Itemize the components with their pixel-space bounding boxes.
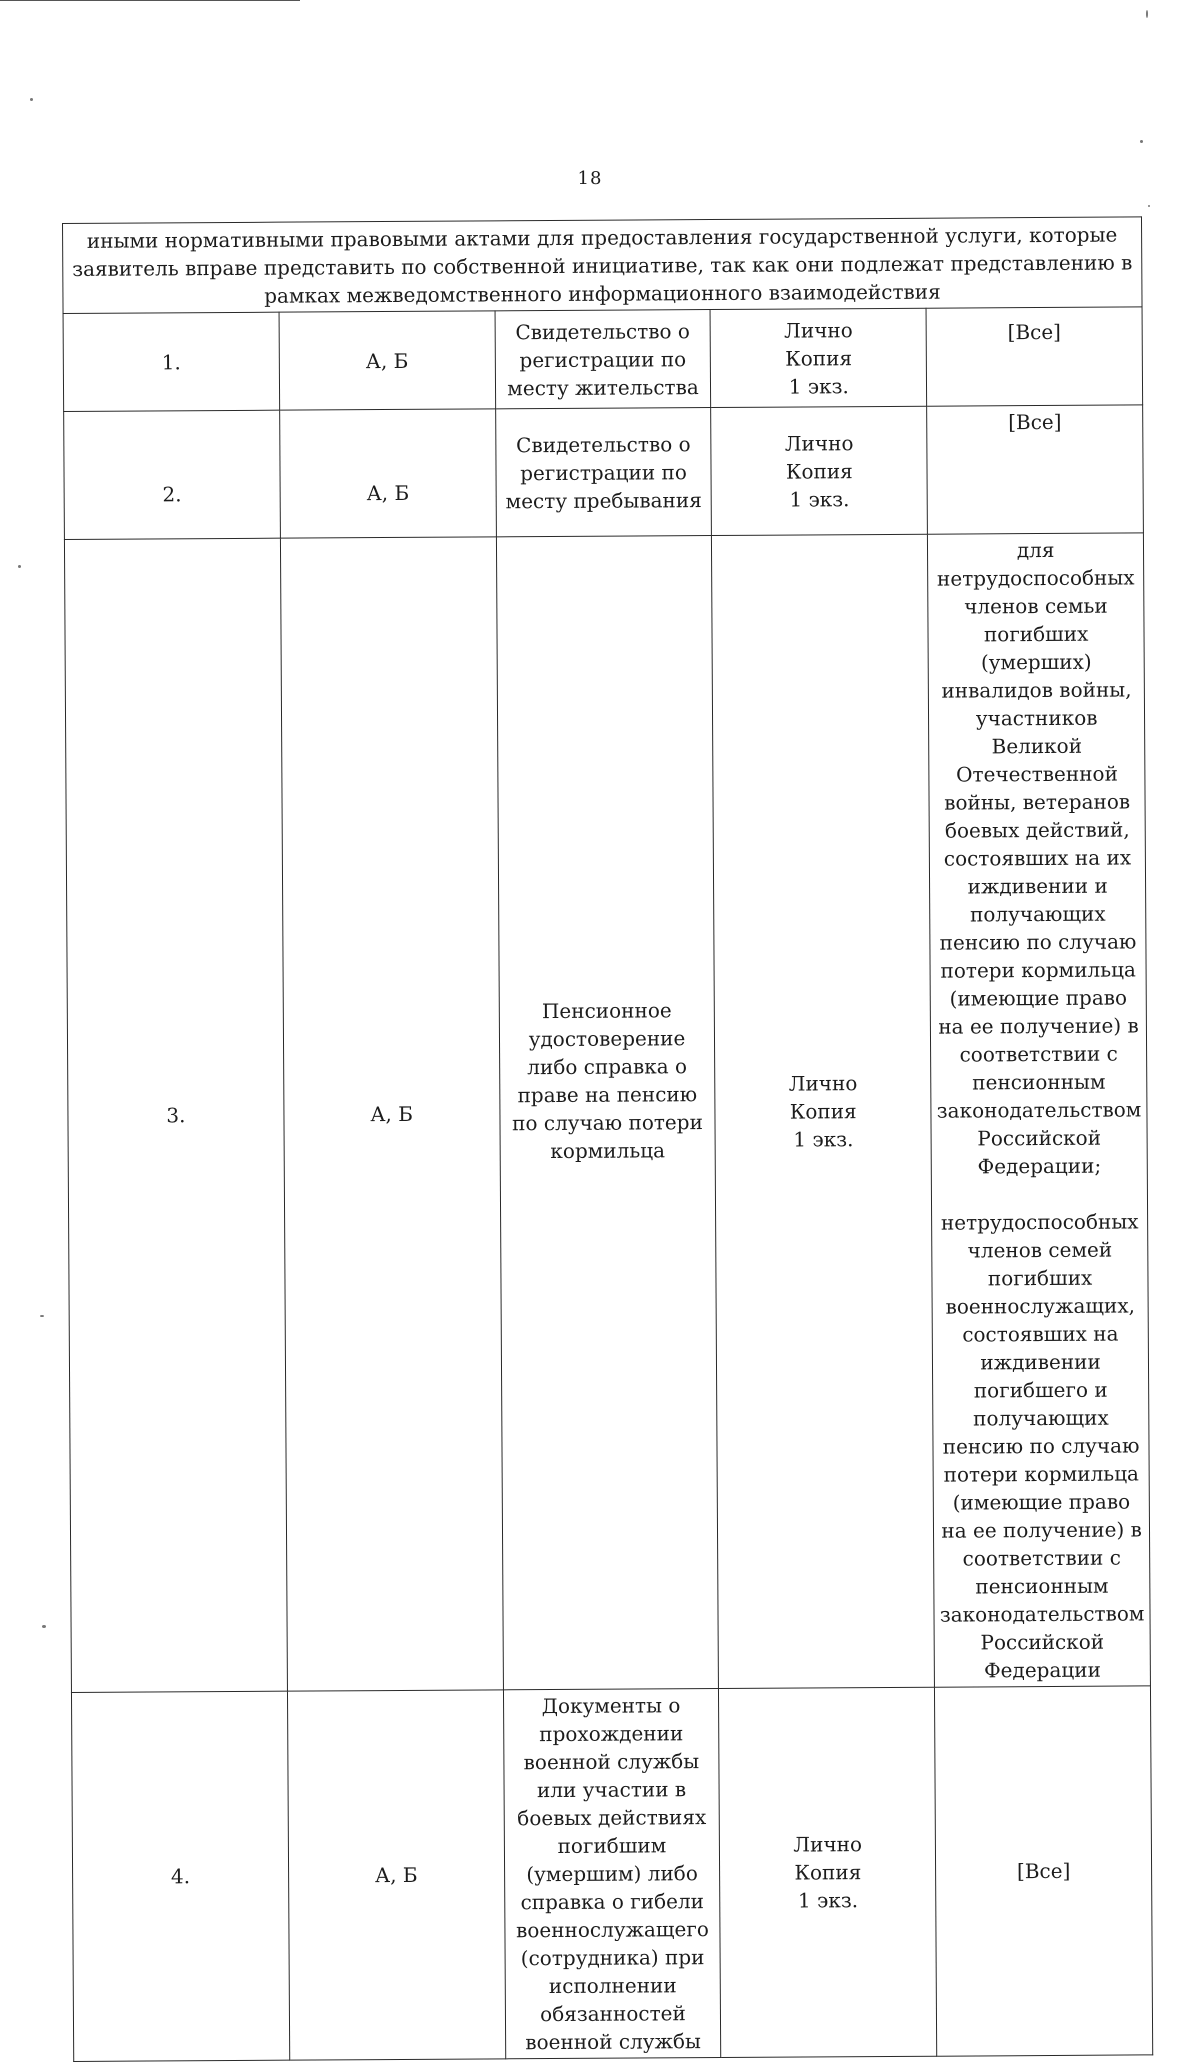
row-number: 1.	[63, 312, 279, 411]
table-row	[63, 307, 1143, 412]
row-document: Свидетельство о регистрации по месту жительства	[495, 310, 711, 409]
scan-speck	[1146, 10, 1148, 18]
row-document: Документы о прохождении военной службы или участии в боевых действиях погибшим (умершим) либо справка о гибели военнослужащего (сотрудника) при исполнении обязанностей военной службы	[503, 1689, 721, 2059]
row-category: А, Б	[287, 1690, 505, 2060]
table-row	[64, 405, 1144, 540]
table-row	[64, 533, 1150, 1693]
scan-edge-line	[0, 0, 300, 1]
row-document: Пенсионное удостоверение либо справка о праве на пенсию по случаю потери кормильца	[512, 998, 703, 1164]
row-category: А, Б	[279, 409, 496, 538]
documents-table-wrapper	[62, 216, 1153, 2062]
row-recipients: [Все]	[935, 1686, 1153, 2056]
row-recipients: [Все]	[926, 307, 1142, 406]
row-form: Лично Копия 1 экз.	[712, 534, 935, 1688]
table-header-row	[63, 217, 1143, 314]
row-form: Лично Копия 1 экз.	[710, 308, 926, 407]
row-recipients: для нетрудоспособных членов семьи погибших (умерших) инвалидов войны, участников Великой Отечественной войны, ветеранов боевых действий, состоявших на их иждивении и получающих пенсию по случаю потери кормильца (имеющие право на ее получение) в соответствии с пенсионным законодательством Российской Федерации; нетрудоспособных членов семей погибших военнослужащих, состоявших на иждивении погибшего и получающих пенсию по случаю потери кормильца (имеющие право на ее получение) в соответствии с пенсионным законодательством Российской Федерации	[928, 533, 1151, 1687]
scan-speck	[1140, 140, 1143, 143]
row-document: Свидетельство о регистрации по месту пребывания	[495, 408, 712, 537]
row-category: А, Б	[280, 537, 503, 1691]
page-number: 18	[577, 168, 603, 189]
scan-speck	[18, 565, 21, 568]
table-header-text: иными нормативными правовыми актами для предоставления государственной услуги, которые заявитель вправе представить по собственной инициативе, так как они подлежат представлению в рамках межведомственного информационного взаимодействия	[63, 217, 1143, 314]
row-form: Лично Копия 1 экз.	[719, 1687, 937, 2057]
scan-speck	[30, 98, 33, 101]
row-number: 4.	[71, 1691, 289, 2061]
scan-speck	[42, 1625, 46, 1628]
row-form: Лично Копия 1 экз.	[711, 406, 928, 535]
scan-speck	[1148, 205, 1150, 207]
row-document-cell	[496, 536, 719, 1690]
scan-speck	[40, 1315, 44, 1317]
row-number: 3.	[64, 538, 287, 1692]
table-row	[71, 1686, 1152, 2062]
row-category: А, Б	[279, 311, 495, 410]
documents-table	[62, 216, 1153, 2062]
row-number: 2.	[64, 410, 281, 539]
row-recipients: [Все]	[927, 405, 1144, 534]
